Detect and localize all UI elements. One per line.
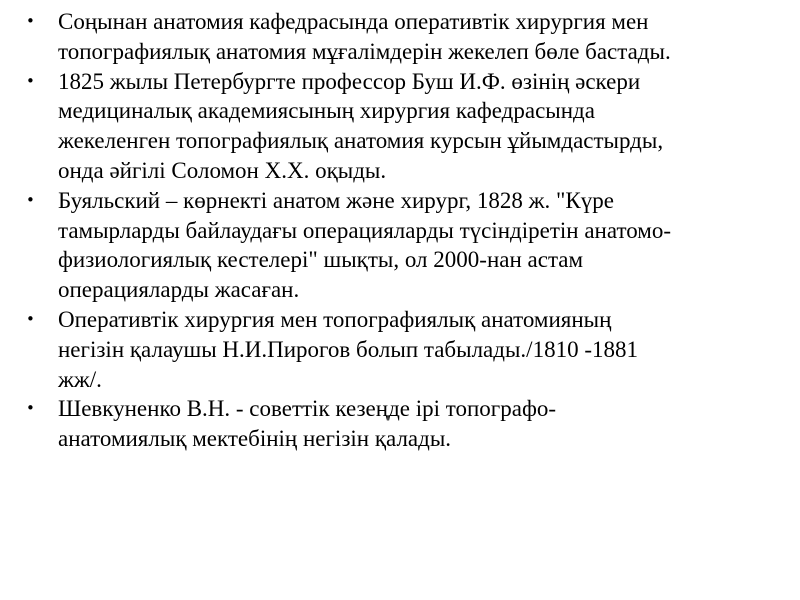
bullet-line: негізін қалаушы Н.И.Пирогов болып табылады./1810 -1881 [58,336,638,362]
bullet-line: операцияларды жасаған. [58,277,300,303]
bullet-icon: • [26,309,35,328]
bullet-icon: • [26,12,35,30]
bullet-line: Шевкуненко В.Н. - советтік кезеңде ірі топографо- [58,396,557,422]
bullet-line: жекеленген топографиялық анатомия курсын ұйымдастырды, [58,128,664,154]
bullet-item [26,394,788,454]
bullet-line: Буяльский – көрнекті анатом және хирург, 1828 ж. "Күре [58,187,614,213]
bullet-line: 1825 жылы Петербургте профессор Буш И.Ф. өзінің әскери [58,68,641,94]
bullet-line: анатомиялық мектебінің негізін қалады. [58,426,452,452]
bullet-item [26,67,788,186]
bullet-icon: • [26,399,35,418]
bullet-list [26,7,788,454]
bullet-line: медициналық академиясының хирургия кафедрасында [58,98,595,124]
bullet-item [26,186,788,305]
bullet-item [26,7,788,67]
bullet-icon: • [26,190,35,209]
bullet-line: топографиялық анатомия мұғалімдерін жекелеп бөле бастады. [58,38,671,64]
bullet-line: Соңынан анатомия кафедрасында оперативтік хирургия мен [58,9,649,34]
bullet-icon: • [26,71,35,90]
bullet-item [26,305,788,394]
bullet-line: Оперативтік хирургия мен топографиялық анатомияның [58,306,612,332]
bullet-line: физиологиялық кестелері" шықты, ол 2000-нан астам [58,247,584,273]
bullet-line: жж/. [58,366,102,392]
bullet-line: тамырларды байлаудағы операцияларды түсіндіретін анатомо- [58,217,671,243]
bullet-line: онда әйгілі Соломон Х.Х. оқыды. [58,157,387,183]
